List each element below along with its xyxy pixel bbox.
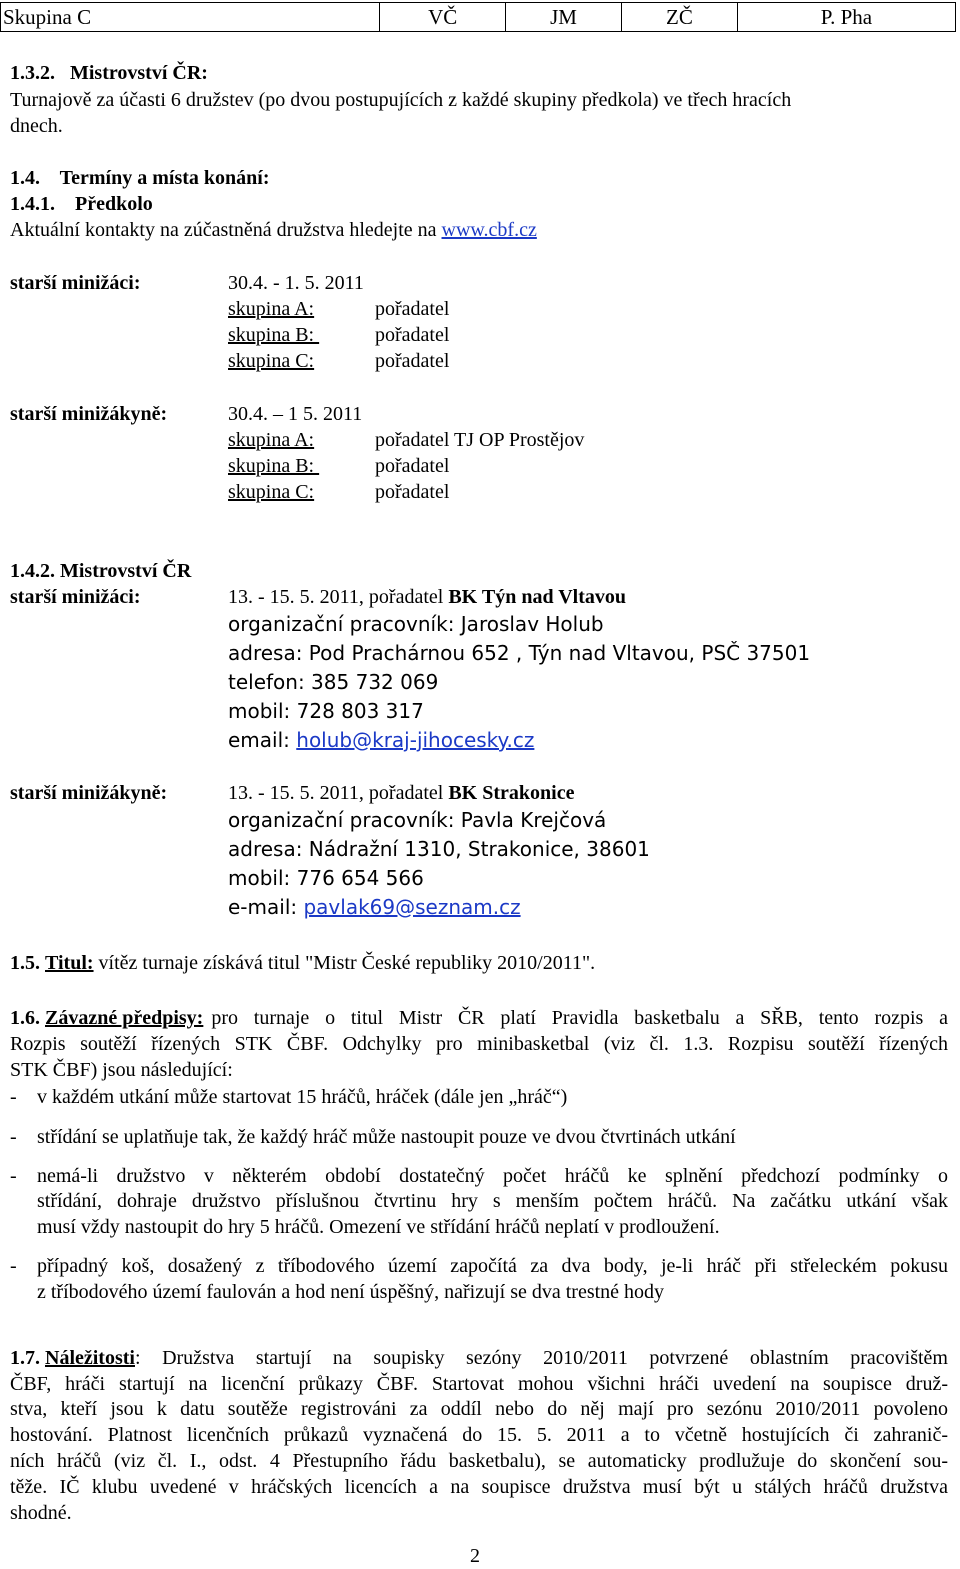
group-label: skupina C: (228, 481, 315, 503)
group-label: skupina A: (228, 429, 315, 451)
paragraph-line: STK ČBF) jsou následující: (10, 1059, 233, 1081)
header-cell: VČ (380, 3, 506, 32)
paragraph-line: stva, kteří jsou k datu soutěže registrováni za oddíl nebo do něj mají pro sezónu 2010/2011 povoleno (10, 1398, 948, 1420)
category-label: starší minižáci: (10, 586, 141, 608)
email-label: email: (228, 728, 297, 752)
contacts-text: Aktuální kontakty na zúčastněná družstva hledejte na (10, 219, 437, 241)
address-text: adresa: Nádražní 1310, Strakonice, 38601 (228, 837, 650, 861)
bullet-text: nemá-li družstvo v některém období dostatečný počet hráčů ke splnění předchozí podmínky o (37, 1165, 948, 1187)
contacts-line (10, 220, 537, 240)
section-number: 1.7. (10, 1347, 40, 1369)
group-label: skupina A: (228, 298, 315, 320)
section-1-3-2-heading (10, 63, 208, 83)
header-cell: JM (506, 3, 622, 32)
section-number: 1.4.1. (10, 193, 55, 215)
category-label: starší minižákyně: (10, 782, 168, 804)
section-title: Náležitosti (45, 1347, 135, 1369)
host-club: BK Strakonice (448, 782, 575, 804)
section-1-4-2-heading (10, 561, 191, 581)
email-line (228, 730, 534, 750)
section-title: Titul: (45, 952, 94, 974)
header-table (0, 2, 956, 32)
paragraph-line: těže. IČ klubu uvedené v hráčských licencích a na soupisce družstva musí být u stálých hráčů družstva (10, 1476, 948, 1498)
paragraph-line: hostování. Platnost licenčních průkazů vyznačená do 15. 5. 2011 a to včetně hostujících či zahranič- (10, 1424, 948, 1446)
group-organizer: pořadatel (375, 298, 450, 320)
section-number: 1.4. (10, 167, 40, 189)
group-organizer: pořadatel (375, 324, 450, 346)
section-number: 1.5. (10, 952, 40, 974)
mobile-text: mobil: 728 803 317 (228, 699, 424, 723)
mobile-text: mobil: 776 654 566 (228, 866, 424, 890)
paragraph-line: ních hráčů (viz čl. I., odst. 4 Přestupního řádu basketbalu), se automaticky prodlužuje do skončení sou- (10, 1450, 948, 1472)
section-1-6-first-line (10, 1008, 948, 1028)
section-1-4-1-heading (10, 194, 153, 214)
group-organizer: pořadatel TJ OP Prostějov (375, 429, 585, 451)
group-label: skupina C: (228, 350, 315, 372)
bullet-text: případný koš, dosažený z tříbodového území započítá za dva body, je-li hráč při střeleckém pokusu (37, 1255, 948, 1277)
paragraph-line: Turnajově za účasti 6 družstev (po dvou postupujících z každé skupiny předkola) ve třech hracích (10, 89, 792, 111)
bullet-dash: - (10, 1255, 17, 1277)
section-title: Termíny a místa konání: (59, 167, 270, 189)
address-text: adresa: Pod Prachárnou 652 , Týn nad Vltavou, PSČ 37501 (228, 641, 811, 665)
bullet-text: střídání se uplatňuje tak, že každý hráč může nastoupit pouze ve dvou čtvrtinách utkání (37, 1126, 736, 1148)
category-label: starší minižákyně: (10, 403, 168, 425)
section-title: Mistrovství ČR (60, 560, 192, 582)
paragraph-line: ČBF, hráči startují na licenční průkazy ČBF. Startovat mohou všichni hráči uvedení na soupisce druž- (10, 1373, 948, 1395)
section-1-7-first-line (10, 1348, 948, 1368)
section-1-4-heading (10, 168, 269, 188)
phone-text: telefon: 385 732 069 (228, 670, 439, 694)
date-text: 13. - 15. 5. 2011, pořadatel (228, 586, 449, 608)
section-number: 1.6. (10, 1007, 40, 1029)
header-cell: P. Pha (737, 3, 955, 32)
category-label: starší minižáci: (10, 272, 141, 294)
email-link[interactable]: pavlak69@seznam.cz (303, 895, 521, 919)
section-title: Mistrovství ČR: (70, 62, 208, 84)
section-number: 1.4.2. (10, 560, 55, 582)
email-label: e-mail: (228, 895, 304, 919)
group-organizer: pořadatel (375, 350, 450, 372)
final-date-line (228, 783, 574, 803)
final-date-line (228, 587, 626, 607)
bullet-text: musí vždy nastoupit do hry 5 hráčů. Omezení ve střídání hráčů neplatí v prodloužení. (37, 1216, 720, 1238)
date-text: 30.4. – 1 5. 2011 (228, 403, 363, 425)
header-cell: ZČ (622, 3, 738, 32)
bullet-dash: - (10, 1086, 17, 1108)
bullet-text: střídání, dohraje družstvo příslušnou čtvrtinu hry s menším počtem hráčů. Na začátku utkání však (37, 1190, 948, 1212)
paragraph-line: Rozpis soutěží řízených STK ČBF. Odchylky pro minibasketbal (viz čl. 1.3. Rozpisu soutěží řízených (10, 1033, 948, 1055)
section-title: Předkolo (75, 193, 153, 215)
host-club: BK Týn nad Vltavou (448, 586, 626, 608)
group-organizer: pořadatel (375, 481, 450, 503)
paragraph-line: shodné. (10, 1502, 72, 1524)
cbf-link[interactable]: www.cbf.cz (441, 219, 537, 241)
section-title: Závazné předpisy: (45, 1007, 204, 1029)
group-organizer: pořadatel (375, 455, 450, 477)
group-label: skupina B: (228, 455, 320, 477)
organizer-text: organizační pracovník: Pavla Krejčová (228, 808, 607, 832)
organizer-text: organizační pracovník: Jaroslav Holub (228, 612, 604, 636)
page-number: 2 (470, 1545, 480, 1567)
paragraph-line: pro turnaje o titul Mistr ČR platí Pravidla basketbalu a SŘB, tento rozpis a (211, 1007, 948, 1029)
email-link[interactable]: holub@kraj-jihocesky.cz (296, 728, 535, 752)
date-text: 13. - 15. 5. 2011, pořadatel (228, 782, 449, 804)
bullet-dash: - (10, 1165, 17, 1187)
bullet-text: v každém utkání může startovat 15 hráčů, hráček (dále jen „hráč“) (37, 1086, 568, 1108)
email-line (228, 897, 521, 917)
date-text: 30.4. - 1. 5. 2011 (228, 272, 364, 294)
group-label: skupina B: (228, 324, 320, 346)
header-cell: Skupina C (1, 3, 380, 32)
bullet-text: z tříbodového území faulován a hod není úspěšný, nařizují se dva trestné hody (37, 1281, 665, 1303)
paragraph-line: : Družstva startují na soupisky sezóny 2010/2011 potvrzené oblastním pracovištěm (134, 1347, 948, 1369)
paragraph-line: dnech. (10, 115, 63, 137)
section-number: 1.3.2. (10, 62, 55, 84)
bullet-dash: - (10, 1126, 17, 1148)
section-1-5 (10, 953, 595, 973)
section-text: vítěz turnaje získává titul "Mistr České republiky 2010/2011". (93, 952, 596, 974)
